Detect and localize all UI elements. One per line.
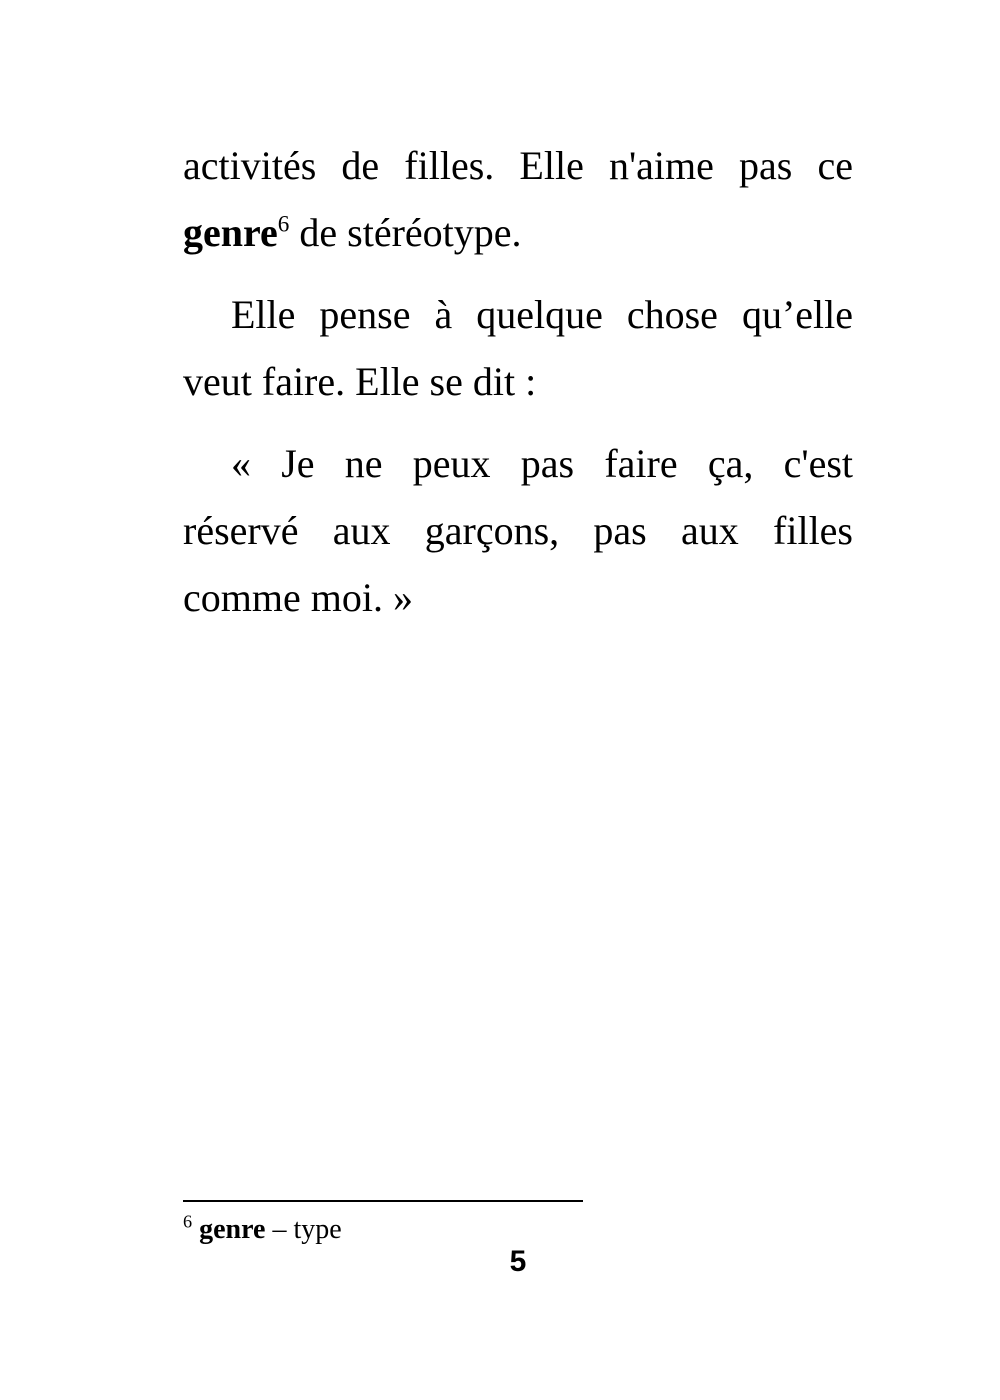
footnote-definition: – type xyxy=(265,1214,342,1245)
footnote-number: 6 xyxy=(183,1211,193,1232)
text-line: réservé aux garçons, pas aux filles xyxy=(183,508,853,553)
text-line: Elle pense à quelque chose qu’elle xyxy=(231,292,853,337)
text-line: activités de filles. Elle n'aime pas ce xyxy=(183,143,853,188)
page-number: 5 xyxy=(509,1245,527,1278)
bold-term: genre xyxy=(183,210,278,255)
text-run: de stéréotype. xyxy=(289,210,522,255)
footnote-reference: 6 xyxy=(277,211,290,238)
paragraph xyxy=(183,430,853,631)
text-line xyxy=(183,199,853,266)
paragraph xyxy=(183,132,853,266)
text-line: veut faire. Elle se dit : xyxy=(183,359,537,404)
footnote xyxy=(183,1210,853,1249)
paragraph xyxy=(183,281,853,415)
footnote-separator xyxy=(183,1200,583,1202)
footnote-term: genre xyxy=(199,1214,266,1245)
text-line: « Je ne peux pas faire ça, c'est xyxy=(231,441,853,486)
text-line: comme moi. » xyxy=(183,575,413,620)
body-text xyxy=(183,132,853,631)
